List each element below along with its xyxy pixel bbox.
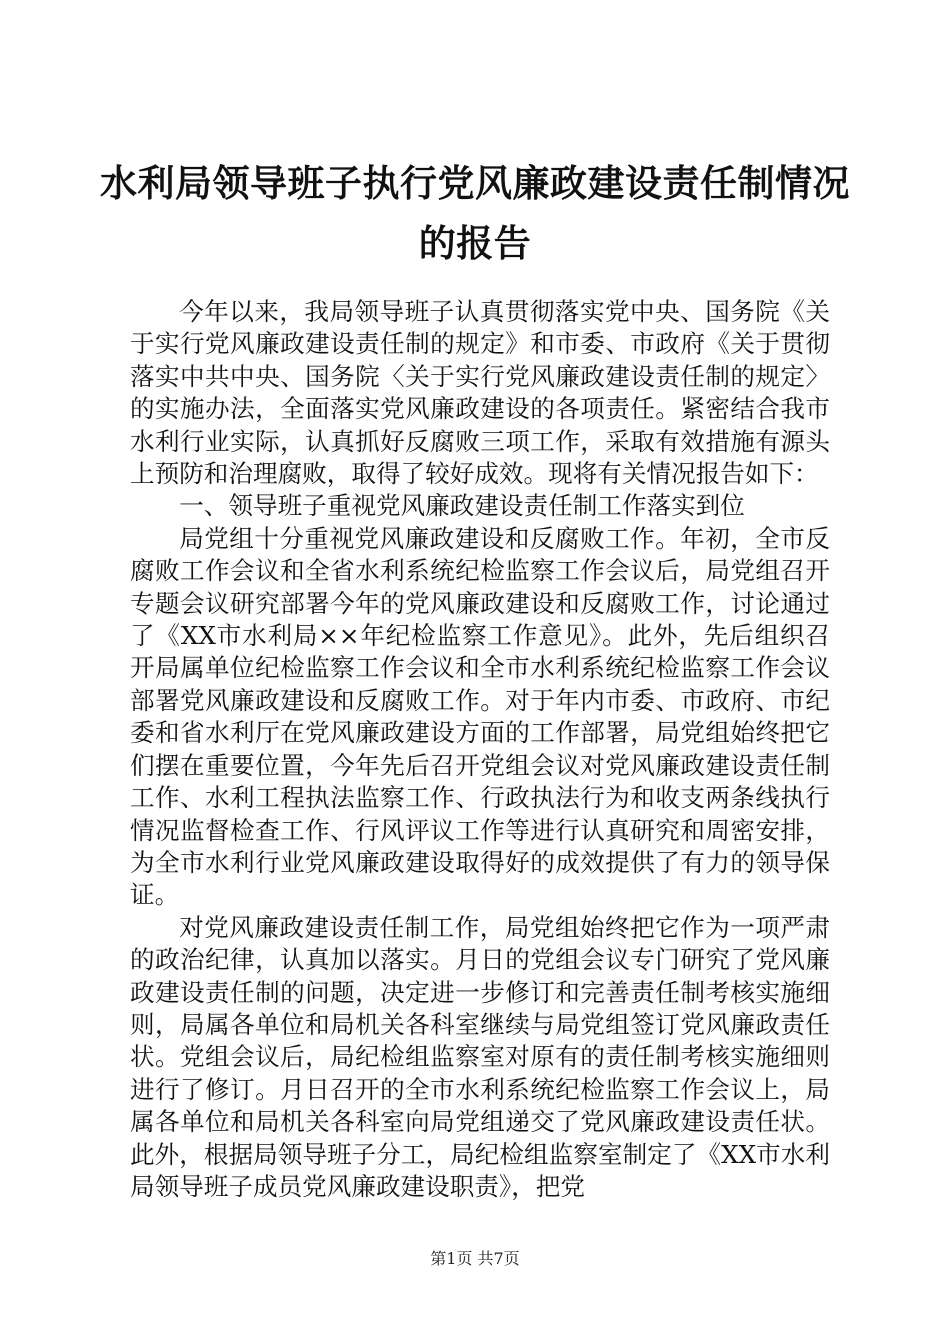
section-heading: 一、领导班子重视党风廉政建设责任制工作落实到位 bbox=[179, 491, 745, 521]
body-paragraph: 对党风廉政建设责任制工作，局党组始终把它作为一项严肃的政治纪律，认真加以落实。月日的党组会议专门研究了党风廉政建设责任制的问题，决定进一步修订和完善责任制考核实施细则，局属各单位和局机关各科室继续与局党组签订党风廉政责任状。党组会议后，局纪检组监察室对原有的责任制考核实施细则进行了修订。月日召开的全市水利系统纪检监察工作会议上，局属各单位和局机关各科室向局党组递交了党风廉政建设责任状。此外，根据局领导班子分工，局纪检组监察室制定了《XX市水利局领导班子成员党风廉政建设职责》，把党 bbox=[130, 912, 830, 1201]
document-body bbox=[130, 296, 830, 1203]
intro-paragraph: 今年以来，我局领导班子认真贯彻落实党中央、国务院《关于实行党风廉政建设责任制的规定》和市委、市政府《关于贯彻落实中共中央、国务院〈关于实行党风廉政建设责任制的规定〉的实施办法，全面落实党风廉政建设的各项责任。紧密结合我市水利行业实际，认真抓好反腐败三项工作，采取有效措施有源头上预防和治理腐败，取得了较好成效。现将有关情况报告如下： bbox=[130, 297, 830, 489]
document-title-line-1: 水利局领导班子执行党风廉政建设责任制情况 bbox=[100, 161, 850, 205]
page-footer: 第1页 共7页 bbox=[430, 1249, 520, 1268]
body-paragraph: 局党组十分重视党风廉政建设和反腐败工作。年初，全市反腐败工作会议和全省水利系统纪检监察工作会议后，局党组召开专题会议研究部署今年的党风廉政建设和反腐败工作，讨论通过了《XX市水利局××年纪检监察工作意见》。此外，先后组织召开局属单位纪检监察工作会议和全市水利系统纪检监察工作会议部署党风廉政建设和反腐败工作。对于年内市委、市政府、市纪委和省水利厅在党风廉政建设方面的工作部署，局党组始终把它们摆在重要位置，今年先后召开党组会议对党风廉政建设责任制工作、水利工程执法监察工作、行政执法行为和收支两条线执行情况监督检查工作、行风评议工作等进行认真研究和周密安排，为全市水利行业党风廉政建设取得好的成效提供了有力的领导保证。 bbox=[130, 523, 830, 910]
document-title-line-2: 的报告 bbox=[418, 221, 532, 265]
